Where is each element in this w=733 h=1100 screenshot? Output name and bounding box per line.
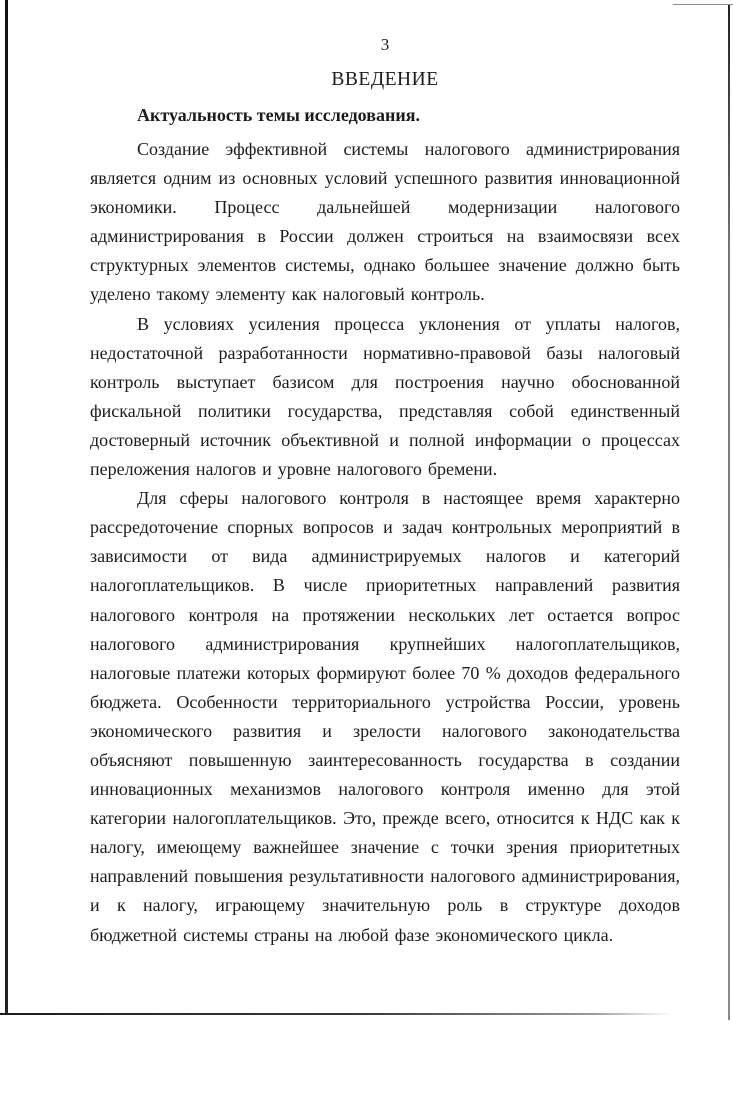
scan-border-bottom	[0, 1013, 672, 1015]
page-content	[90, 0, 680, 950]
scan-border-right	[728, 4, 730, 1020]
body-paragraph: Создание эффективной системы налогового администрирования является одним из основных условий успешного развития инновационной экономики. Процесс дальнейшей модернизации налогового администрирования в России должен строиться на взаимосвязи всех структурных элементов системы, однако большее значение должно быть уделено такому элементу как налоговый контроль.	[90, 139, 680, 305]
page-number: 3	[380, 35, 390, 54]
body-paragraph: В условиях усиления процесса уклонения от уплаты налогов, недостаточной разработанности нормативно-правовой базы налоговый контроль выступает базисом для построения научно обоснованной фискальной политики государства, представляя собой единственный достоверный источник объективной и полной информации о процессах переложения налогов и уровне налогового бремени.	[90, 313, 680, 480]
scan-border-left	[5, 0, 8, 1014]
body-paragraph: Для сферы налогового контроля в настоящее время характерно рассредоточение спорных вопросов и задач контрольных мероприятий в зависимости от вида администрируемых налогов и категорий налогоплательщиков. В числе приоритетных направлений развития налогового контроля на протяжении нескольких лет остается вопрос налогового администрирования крупнейших налогоплательщиков, налоговые платежи которых формируют более 70 % доходов федерального бюджета. Особенности территориального устройства России, уровень экономического развития и зрелости налогового законодательства объясняют повышенную заинтересованность государства в создании инновационных механизмов налогового контроля именно для этой категории налогоплательщиков. Это, прежде всего, относится к НДС как к налогу, имеющему важнейшее значение с точки зрения приоритетных направлений повышения результативности налогового администрирования, и к налогу, играющему значительную роль в структуре доходов бюджетной системы страны на любой фазе экономического цикла.	[90, 488, 680, 945]
section-subheading: Актуальность темы исследования.	[137, 105, 420, 125]
scan-border-top-right	[673, 4, 733, 5]
chapter-heading: ВВЕДЕНИЕ	[331, 69, 439, 90]
